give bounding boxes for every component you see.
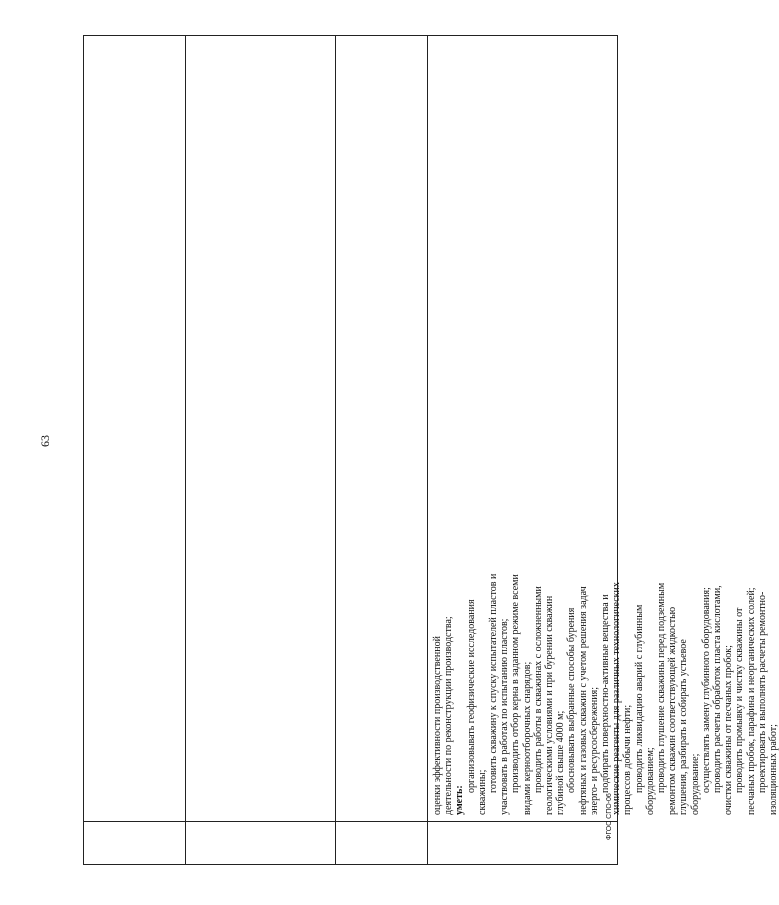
text-line: ремонтом скважин соответствующей жидкостью — [667, 606, 679, 815]
text-line: проводить ликвидацию аварий с глубинным — [633, 604, 645, 793]
text-line: песчаных пробок, парафина и неорганических солей; — [745, 587, 757, 815]
text-line: обосновывать выбранные способы бурения — [566, 607, 578, 793]
text-line: осуществлять замену глубинного оборудования; — [700, 587, 712, 793]
text-line: скважины; — [476, 769, 488, 815]
text-line: уметь: — [454, 785, 466, 815]
text-line: химические реагенты для различных технологических — [611, 582, 623, 815]
text-line: проводить промывку и чистку скважины от — [734, 607, 746, 793]
page-number: 63 — [38, 435, 52, 447]
text-line: оборудование; — [689, 753, 701, 815]
competency-table — [83, 35, 779, 865]
text-line: проводить работы в скважинах с осложненными — [532, 586, 544, 793]
table-cell-index — [84, 821, 185, 864]
text-line: глушения, разбирать и собирать устьевое — [678, 639, 690, 815]
table-row — [185, 36, 335, 864]
text-line: проектировать и выполнять расчеты ремонтно- — [756, 591, 768, 793]
text-line: проводить глушение скважины перед подземным — [656, 582, 668, 793]
table-row — [427, 36, 779, 864]
footer-code: ФГОС СПО-06 — [606, 793, 613, 840]
skills-text-cell — [428, 428, 779, 821]
text-line: оборудованием; — [644, 747, 656, 815]
text-line: изоляционных работ; — [768, 724, 779, 815]
text-line: производить отбор керна в заданном режиме всеми — [510, 574, 522, 793]
table-row — [84, 36, 185, 864]
text-line: подбирать поверхностно-активные вещества и — [600, 594, 612, 793]
text-line: нефтяных и газовых скважин с учетом решения задач — [577, 586, 589, 815]
text-line: деятельности по реконструкции производства; — [443, 616, 455, 815]
text-line: глубиной свыше 4000 м; — [555, 710, 567, 815]
text-line: проводить расчеты обработок пласта кислотами, — [712, 585, 724, 793]
text-line: участвовать в работах по испытанию пластов; — [499, 618, 511, 815]
table-cell — [186, 428, 335, 821]
table-cell-index — [336, 821, 427, 864]
text-line: оценки эффективности производственной — [432, 636, 443, 815]
rotated-page — [83, 35, 779, 865]
text-line: готовить скважину к спуску испытателей пластов и — [488, 573, 500, 793]
text-line: геологическими условиями и при бурении скважин — [544, 595, 556, 815]
text-line: энерго- и ресурсосбережения; — [588, 687, 600, 815]
table-cell-index — [428, 821, 617, 864]
text-line: организовывать геофизические исследования — [465, 599, 477, 793]
table-cell-index — [186, 821, 335, 864]
table-cell — [336, 428, 427, 821]
table-cell — [84, 428, 185, 821]
text-line: процессов добычи нефти; — [622, 704, 634, 815]
text-line: очистки скважины от песчаных пробок; — [723, 645, 735, 815]
table-row — [335, 36, 427, 864]
text-line: видами керноотборочных снарядов; — [521, 661, 533, 815]
